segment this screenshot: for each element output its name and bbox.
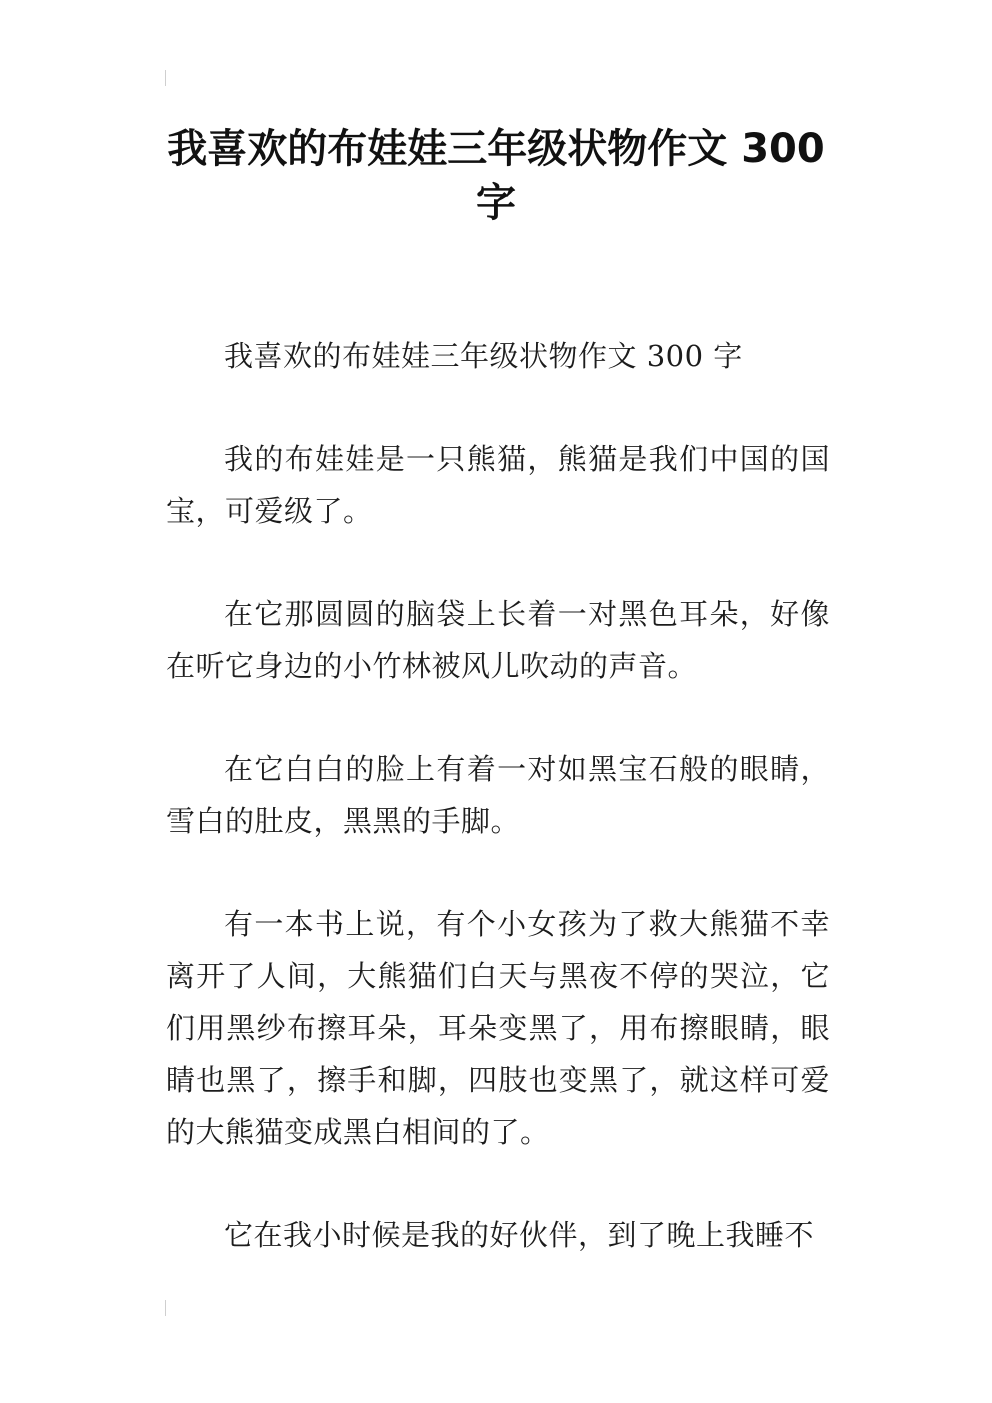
page-margin-mark-bottom (165, 1300, 166, 1316)
paragraph: 我的布娃娃是一只熊猫，熊猫是我们中国的国宝，可爱级了。 (166, 442, 830, 528)
paragraph-subtitle: 我喜欢的布娃娃三年级状物作文 300 字 (224, 339, 743, 373)
paragraph: 在它白白的脸上有着一对如黑宝石般的眼睛，雪白的肚皮，黑黑的手脚。 (166, 752, 830, 838)
paragraph: 在它那圆圆的脑袋上长着一对黑色耳朵，好像在听它身边的小竹林被风儿吹动的声音。 (166, 597, 830, 683)
document-title: 我喜欢的布娃娃三年级状物作文 300 字 (167, 126, 825, 226)
document-body (166, 330, 830, 1312)
page-margin-mark-top (165, 70, 166, 86)
paragraph: 有一本书上说，有个小女孩为了救大熊猫不幸离开了人间，大熊猫们白天与黑夜不停的哭泣，它们用黑纱布擦耳朵，耳朵变黑了，用布擦眼睛，眼睛也黑了，擦手和脚，四肢也变黑了，就这样可爱的大熊猫变成黑白相间的了。 (166, 907, 830, 1149)
paragraph: 它在我小时候是我的好伙伴，到了晚上我睡不 (224, 1218, 815, 1252)
